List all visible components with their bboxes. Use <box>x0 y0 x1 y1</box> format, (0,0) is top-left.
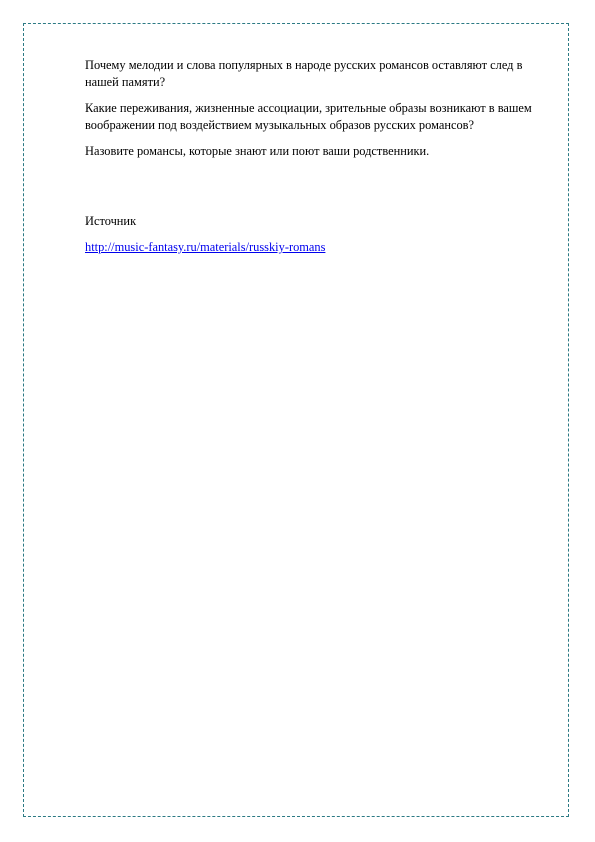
document-body <box>85 57 543 265</box>
source-link-paragraph <box>85 239 543 256</box>
question-3: Назовите романсы, которые знают или поют ваши родственники. <box>85 144 430 158</box>
source-link[interactable]: http://music-fantasy.ru/materials/russkiy-romans <box>85 240 326 254</box>
source-label: Источник <box>85 214 137 228</box>
vertical-spacer <box>85 169 543 213</box>
question-2: Какие переживания, жизненные ассоциации, зрительные образы возникают в вашем воображении под воздействием музыкальных образов русских романсов? <box>85 101 532 132</box>
question-1: Почему мелодии и слова популярных в народе русских романсов оставляют след в нашей памяти? <box>85 58 523 89</box>
